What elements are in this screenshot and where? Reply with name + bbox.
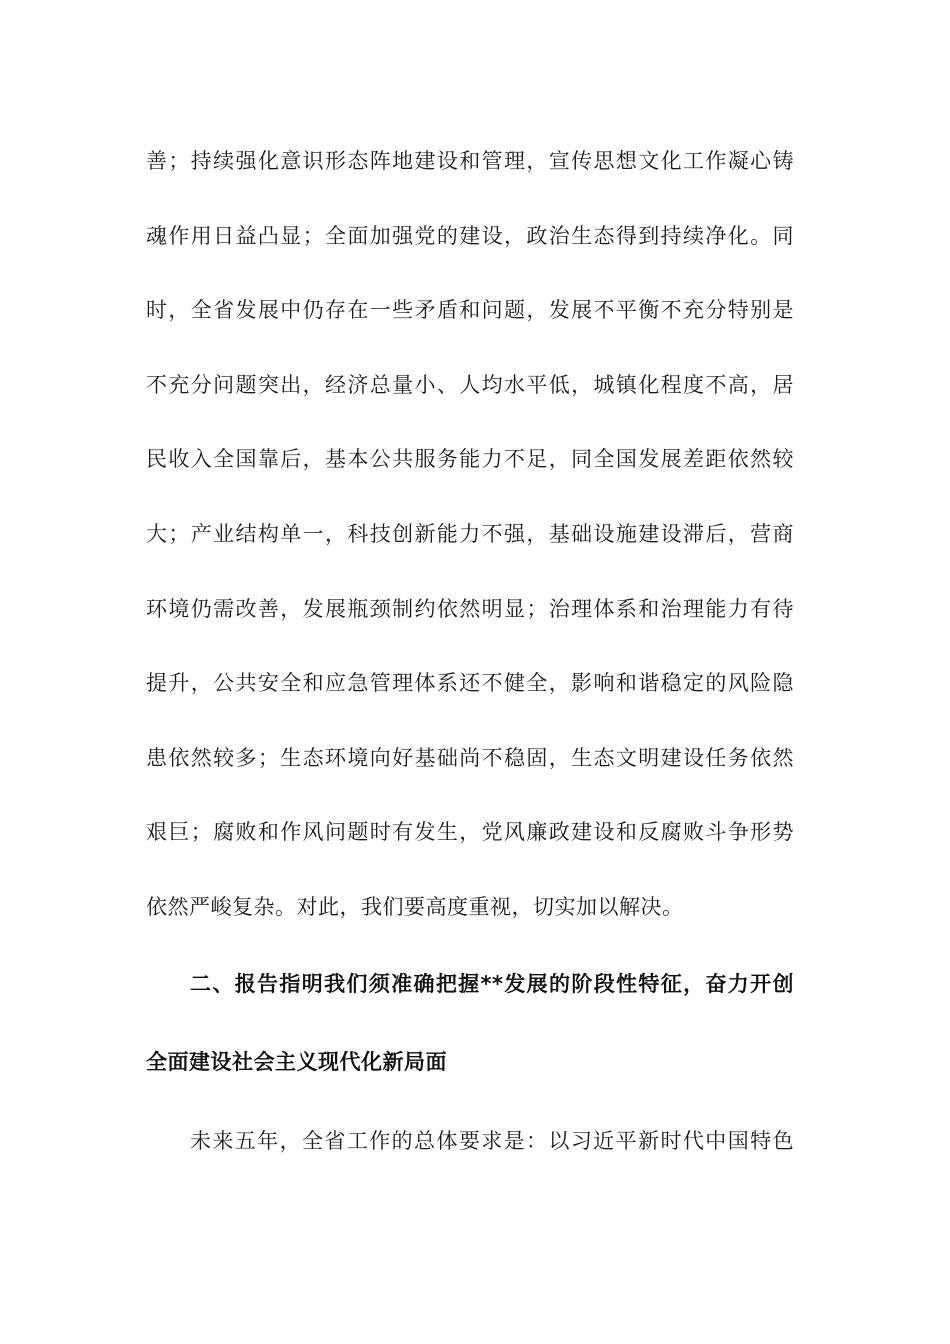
text-line: 民收入全国靠后，基本公共服务能力不足，同全国发展差距依然较 (146, 447, 794, 472)
text-line: 提升，公共安全和应急管理体系还不健全，影响和谐稳定的风险隐 (146, 671, 794, 696)
text-line: 时，全省发展中仍存在一些矛盾和问题，发展不平衡不充分特别是 (146, 298, 794, 323)
paragraph-body (146, 124, 794, 945)
heading-line: 全面建设社会主义现代化新局面 (146, 1050, 447, 1074)
text-line: 依然严峻复杂。对此，我们要高度重视，切实加以解决。 (146, 894, 684, 919)
text-line: 不充分问题突出，经济总量小、人均水平低，城镇化程度不高，居 (146, 372, 794, 397)
text-line: 大；产业结构单一，科技创新能力不强，基础设施建设滞后，营商 (146, 521, 794, 546)
section-heading (146, 945, 794, 1101)
heading-line: 二、报告指明我们须准确把握**发展的阶段性特征，奋力开创 (190, 972, 794, 996)
text-line: 魂作用日益凸显；全面加强党的建设，政治生态得到持续净化。同 (146, 223, 794, 248)
text-line: 未来五年，全省工作的总体要求是：以习近平新时代中国特色 (190, 1129, 794, 1153)
text-line: 善；持续强化意识形态阵地建设和管理，宣传思想文化工作凝心铸 (146, 149, 794, 173)
text-line: 患依然较多；生态环境向好基础尚不稳固，生态文明建设任务依然 (146, 745, 794, 770)
paragraph-intro (146, 1104, 794, 1179)
text-line: 环境仍需改善，发展瓶颈制约依然明显；治理体系和治理能力有待 (146, 596, 794, 621)
text-line: 艰巨；腐败和作风问题时有发生，党风廉政建设和反腐败斗争形势 (146, 820, 794, 845)
